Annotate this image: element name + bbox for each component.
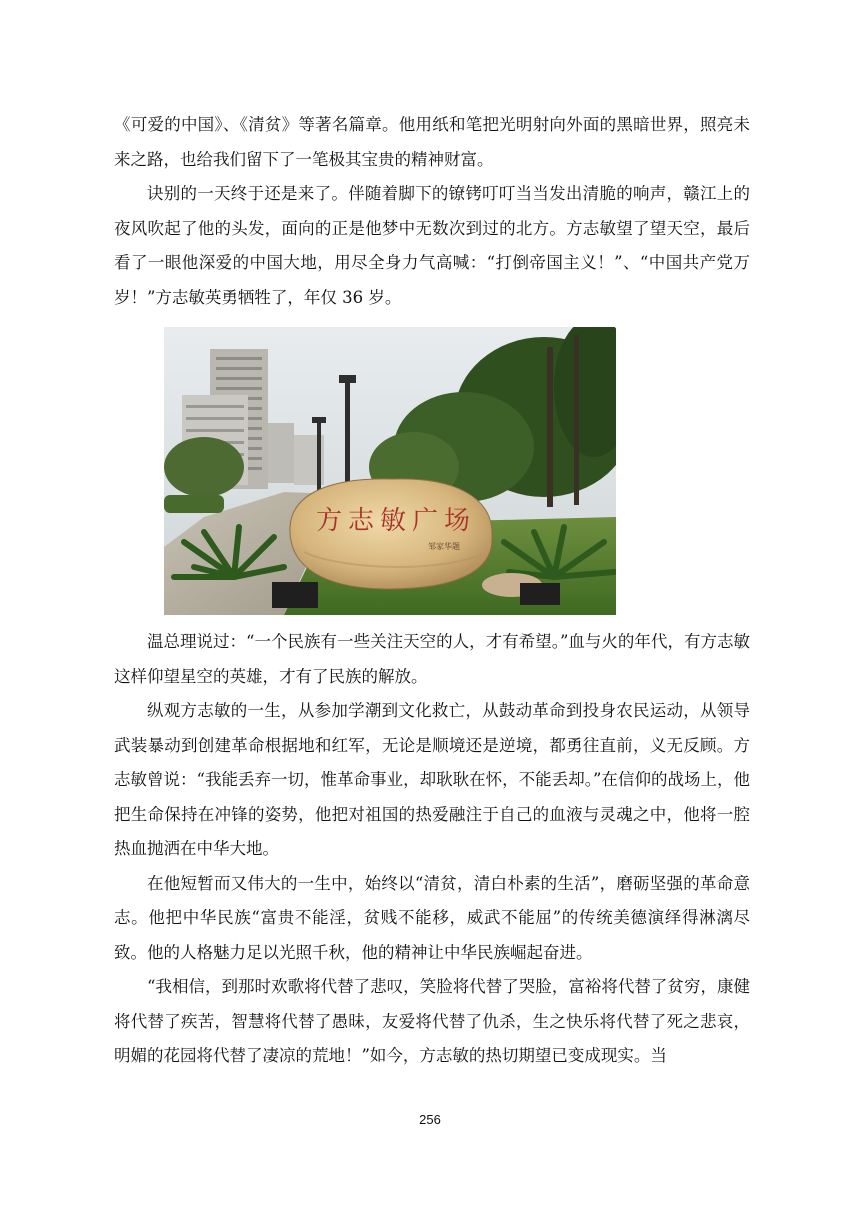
paragraph-3: 温总理说过：“一个民族有一些关注天空的人，才有希望。”血与火的年代，有方志敏这样仰望星空的英雄，才有了民族的解放。 <box>114 632 750 686</box>
plaza-photo-illustration <box>164 327 616 615</box>
page-number: 256 <box>419 1112 441 1127</box>
paragraph-1: 《可爱的中国》、《清贫》等著名篇章。他用纸和笔把光明射向外面的黑暗世界，照亮未来之路，也给我们留下了一笔极其宝贵的精神财富。 <box>114 115 750 169</box>
plaza-photo <box>164 327 616 615</box>
stone-signature: 邹家华题 <box>428 542 460 551</box>
paragraph-6: “我相信，到那时欢歌将代替了悲叹，笑脸将代替了哭脸，富裕将代替了贫穷，康健将代替了疾苦，智慧将代替了愚昧，友爱将代替了仇杀，生之快乐将代替了死之悲哀，明媚的花园将代替了凄凉的荒地！”如今，方志敏的热切期望已变成现实。当 <box>114 977 750 1065</box>
document-body <box>114 108 750 1074</box>
stone-inscription: 方志敏广场 <box>316 506 477 536</box>
paragraph-4: 纵观方志敏的一生，从参加学潮到文化救亡，从鼓动革命到投身农民运动，从领导武装暴动到创建革命根据地和红军，无论是顺境还是逆境，都勇往直前，义无反顾。方志敏曾说：“我能丢弃一切，惟革命事业，却耿耿在怀，不能丢却。”在信仰的战场上，他把生命保持在冲锋的姿势，他把对祖国的热爱融注于自己的血液与灵魂之中，他将一腔热血抛洒在中华大地。 <box>114 701 750 858</box>
paragraph-2: 诀别的一天终于还是来了。伴随着脚下的镣铐叮叮当当发出清脆的响声，赣江上的夜风吹起了他的头发，面向的正是他梦中无数次到过的北方。方志敏望了望天空，最后看了一眼他深爱的中国大地，用尽全身力气高喊：“打倒帝国主义！”、“中国共产党万岁！”方志敏英勇牺牲了，年仅 36 岁。 <box>114 184 750 307</box>
paragraph-5: 在他短暂而又伟大的一生中，始终以“清贫，清白朴素的生活”，磨砺坚强的革命意志。他把中华民族“富贵不能淫，贫贱不能移，威武不能屈”的传统美德演绎得淋漓尽致。他的人格魅力足以光照千秋，他的精神让中华民族崛起奋进。 <box>114 873 750 962</box>
